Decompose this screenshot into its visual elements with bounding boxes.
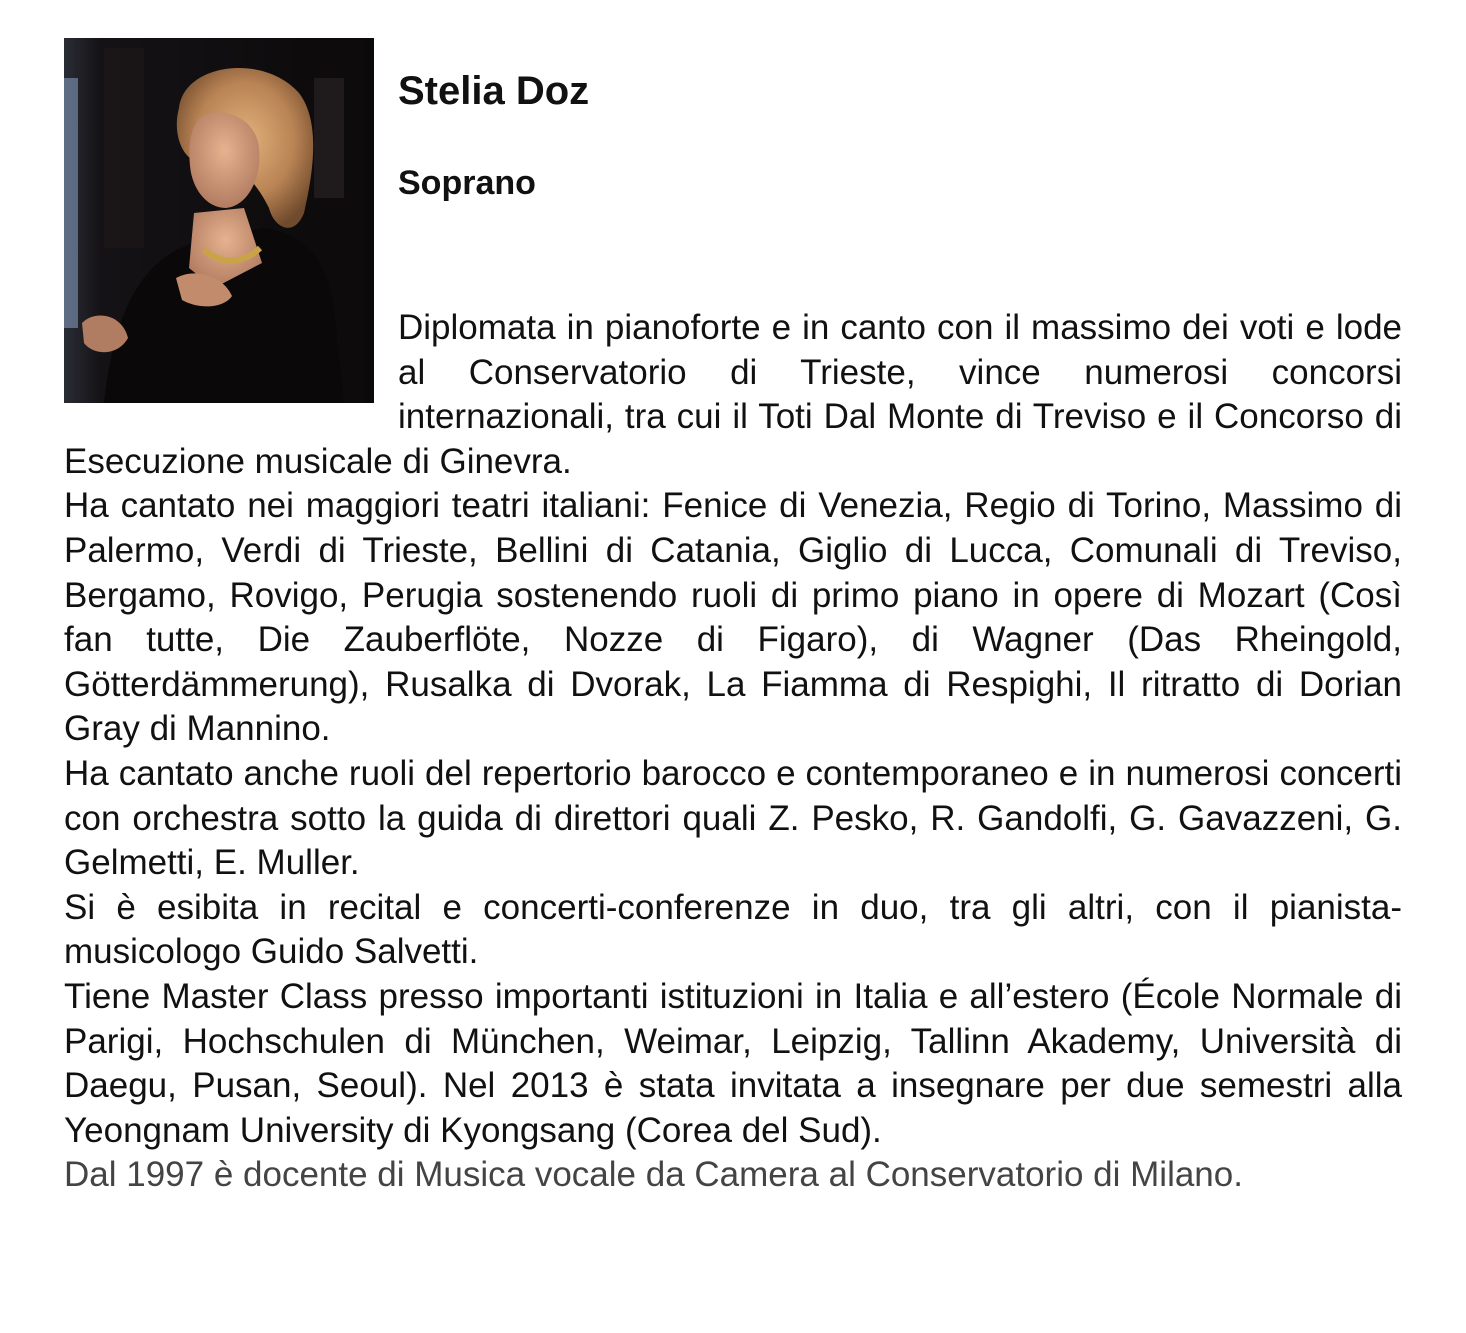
bio-paragraph: Si è esibita in recital e concerti-conferenze in duo, tra gli altri, con il pianista-musicologo Guido Salvetti.: [64, 887, 1402, 972]
bio-text: [64, 306, 1402, 1198]
portrait-image: [64, 38, 374, 403]
portrait-photo: [64, 38, 374, 403]
page-title: Stelia Doz: [398, 69, 590, 113]
bio-paragraph: Diplomata in pianoforte e in canto con il massimo dei voti e lode al Conservatorio di Trieste, vince numerosi concorsi internazionali, tra cui il Toti Dal Monte di Treviso e il Concorso di Esecuzione musicale di Ginevra.: [64, 308, 1402, 481]
bio-paragraph: Tiene Master Class presso importanti istituzioni in Italia e all’estero (École Normale di Parigi, Hochschulen di München, Weimar, Leipzig, Tallinn Akademy, Università di Daegu, Pusan, Seoul). Nel 2013 è stata invitata a insegnare per due semestri alla Yeongnam University di Kyongsang (Corea del Sud).: [64, 977, 1402, 1150]
subtitle-role: Soprano: [398, 164, 536, 202]
bio-page: [64, 38, 1402, 1198]
bio-paragraph: Ha cantato nei maggiori teatri italiani: Fenice di Venezia, Regio di Torino, Massimo di Palermo, Verdi di Trieste, Bellini di Catania, Giglio di Lucca, Comunali di Treviso, Bergamo, Rovigo, Perugia sostenendo ruoli di primo piano in opere di Mozart (Così fan tutte, Die Zauberflöte, Nozze di Figaro), di Wagner (Das Rheingold, Götterdämmerung), Rusalka di Dvorak, La Fiamma di Respighi, Il ritratto di Dorian Gray di Mannino.: [64, 486, 1402, 749]
bio-paragraph: Dal 1997 è docente di Musica vocale da Camera al Conservatorio di Milano.: [64, 1155, 1243, 1195]
bio-paragraph: Ha cantato anche ruoli del repertorio barocco e contemporaneo e in numerosi concerti con orchestra sotto la guida di direttori quali Z. Pesko, R. Gandolfi, G. Gavazzeni, G. Gelmetti, E. Muller.: [64, 754, 1402, 883]
